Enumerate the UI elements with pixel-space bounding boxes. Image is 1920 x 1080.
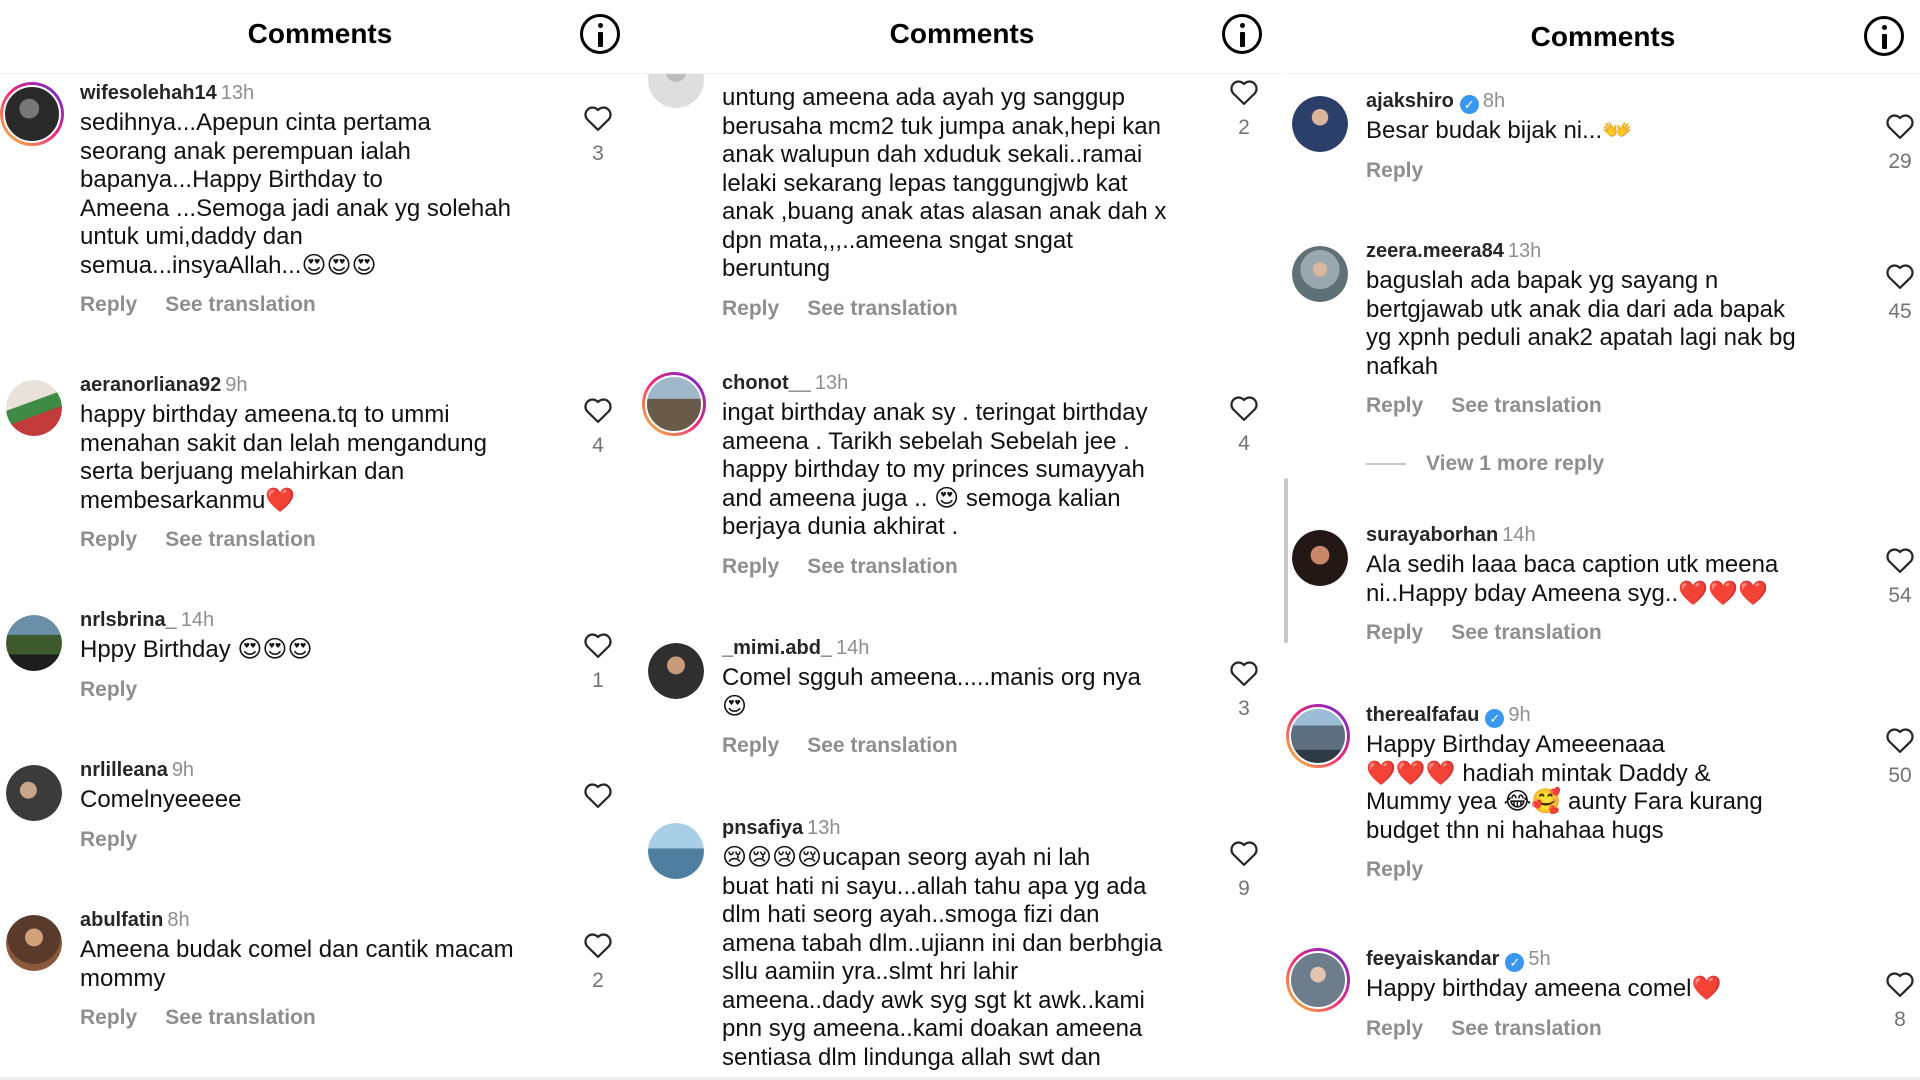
reply-button[interactable]: Reply [80, 528, 138, 551]
panel-title: Comments [1530, 21, 1676, 52]
comment-username[interactable]: nrlilleana [80, 759, 168, 781]
heart-icon[interactable] [1885, 970, 1915, 998]
like-count: 3 [1238, 697, 1250, 720]
comment-time: 8h [167, 909, 190, 931]
like-count: 45 [1888, 300, 1912, 323]
comment-time: 13h [1507, 240, 1542, 262]
comment-text: 😢😢😢😢ucapan seorg ayah ni lah buat hati ni sayu...allah tahu apa yg ada dlm hati seorg ayah..smoga fizi dan amena tabah dlm..ujiann ini dan berbhgia sllu aamiin yra..slmt hri lahir ameena..dady awk syg sgt kt awk..kami pnn syg ameena..kami doakan ameena sentiasa dlm lindunga allah swt dan [722, 844, 1163, 1071]
comment-time: 14h [180, 609, 215, 631]
avatar[interactable] [0, 82, 64, 146]
see-translation-button[interactable]: See translation [807, 296, 958, 320]
avatar[interactable] [6, 765, 62, 821]
see-translation-button[interactable]: See translation [1451, 621, 1602, 644]
reply-button[interactable]: Reply [1366, 394, 1424, 417]
like-count: 4 [592, 434, 604, 457]
comments-panel-1 [0, 0, 640, 1080]
heart-icon[interactable] [583, 631, 613, 659]
comments-panel-2 [642, 0, 1282, 1080]
heart-icon[interactable] [1885, 262, 1915, 290]
comment-username[interactable]: therealfafau [1366, 704, 1480, 726]
comment-time: 14h [836, 637, 870, 659]
avatar[interactable] [1292, 246, 1348, 302]
like-count: 9 [1238, 877, 1250, 900]
reply-button[interactable]: Reply [1366, 1016, 1424, 1040]
avatar[interactable] [642, 372, 706, 436]
comment-text: Besar budak bijak ni...👐 [1366, 117, 1633, 144]
comment-username[interactable]: wifesolehah14 [80, 82, 217, 104]
comment-text: Comelnyeeeee [80, 786, 242, 813]
comment-time: 14h [1502, 524, 1536, 546]
avatar[interactable] [6, 380, 62, 436]
verified-badge-icon: ✓ [1460, 95, 1479, 114]
panel-header [1286, 0, 1920, 74]
like-count: 29 [1888, 150, 1912, 173]
comment-time: 9h [225, 374, 248, 396]
comment-username[interactable]: zeera.meera84 [1366, 240, 1504, 262]
reply-button[interactable]: Reply [722, 554, 780, 578]
reply-button[interactable]: Reply [1366, 621, 1424, 644]
info-icon[interactable] [580, 14, 620, 54]
like-count: 3 [592, 142, 604, 165]
panel-title: Comments [889, 18, 1035, 49]
comment-username[interactable]: aeranorliana92 [80, 374, 222, 396]
comment-text: happy birthday ameena.tq to ummi menahan sakit dan lelah mengandung serta berjuang melahirkan dan membesarkanmu❤️ [80, 401, 487, 514]
heart-icon[interactable] [1885, 726, 1915, 754]
heart-icon[interactable] [1229, 394, 1259, 422]
see-translation-button[interactable]: See translation [165, 293, 316, 316]
heart-icon[interactable] [1229, 839, 1259, 867]
avatar[interactable] [1292, 96, 1348, 152]
see-translation-button[interactable]: See translation [1451, 1016, 1602, 1040]
see-translation-button[interactable]: See translation [165, 1006, 316, 1029]
comments-panel-3 [1286, 0, 1920, 1080]
see-translation-button[interactable]: See translation [807, 554, 958, 578]
like-count: 4 [1238, 432, 1250, 455]
avatar[interactable] [6, 615, 62, 671]
heart-icon[interactable] [583, 931, 613, 959]
see-translation-button[interactable]: See translation [165, 528, 316, 551]
avatar[interactable] [1292, 530, 1348, 586]
reply-button[interactable]: Reply [722, 734, 780, 757]
comment-text: Happy Birthday Ameeenaaa ❤️❤️❤️ hadiah mintak Daddy & Mummy yea 😂🥰 aunty Fara kurang budget thn ni hahahaa hugs [1366, 731, 1763, 844]
comment-time: 13h [814, 372, 849, 394]
reply-button[interactable]: Reply [80, 827, 138, 851]
comment-username[interactable]: surayaborhan [1366, 524, 1499, 546]
comment-text: sedihnya...Apepun cinta pertama seorang anak perempuan ialah bapanya...Happy Birthday to Ameena ...Semoga jadi anak yg solehah untuk umi,daddy dan semua...insyaAllah...😍😍😍 [80, 109, 511, 279]
reply-button[interactable]: Reply [1366, 858, 1424, 881]
comment-username[interactable]: feeyaiskandar [1366, 948, 1500, 970]
info-icon[interactable] [1222, 14, 1262, 54]
comment-time: 13h [807, 817, 841, 839]
heart-icon[interactable] [583, 781, 613, 809]
heart-icon[interactable] [583, 396, 613, 424]
comment-text: Happy birthday ameena comel❤️ [1366, 975, 1722, 1002]
view-more-replies-button[interactable]: View 1 more reply [1366, 452, 1604, 476]
comment-username[interactable]: pnsafiya [722, 817, 804, 839]
avatar[interactable] [1286, 704, 1350, 768]
like-count: 50 [1888, 764, 1912, 787]
comment-username[interactable]: chonot__ [722, 372, 811, 394]
comment-text: untung ameena ada ayah yg sanggup berusaha mcm2 tuk jumpa anak,hepi kan anak walupun dah xduduk sekali..ramai lelaki sekarang lepas tanggungjwb kat anak ,buang anak atas alasan anak dah x dpn mata,,,..ameena sngat sngat beruntung [722, 84, 1167, 282]
reply-button[interactable]: Reply [80, 677, 138, 701]
comment-time: 13h [220, 82, 255, 104]
heart-icon[interactable] [1885, 112, 1915, 140]
like-count: 2 [592, 969, 604, 992]
like-count: 54 [1888, 584, 1912, 607]
reply-button[interactable]: Reply [722, 296, 780, 320]
avatar[interactable] [6, 915, 62, 971]
avatar[interactable] [648, 823, 704, 879]
verified-badge-icon: ✓ [1505, 953, 1524, 972]
panel-header [0, 0, 640, 74]
comment-username[interactable]: abulfatin [80, 909, 164, 931]
comment-text: Hppy Birthday 😍😍😍 [80, 636, 313, 663]
see-translation-button[interactable]: See translation [1451, 394, 1602, 417]
comment-time: 8h [1482, 90, 1506, 112]
info-icon[interactable] [1864, 16, 1904, 56]
comment-text: baguslah ada bapak yg sayang n bertgjawab utk anak dia dari ada bapak yg xpnh peduli anak2 apatah lagi nak bg nafkah [1366, 267, 1796, 380]
avatar[interactable] [1286, 948, 1350, 1012]
comment-time: 5h [1528, 948, 1551, 970]
like-count: 2 [1238, 116, 1250, 139]
comment-time: 9h [171, 759, 195, 781]
reply-button[interactable]: Reply [80, 293, 138, 316]
panel-header [642, 0, 1282, 74]
verified-badge-icon: ✓ [1485, 709, 1504, 728]
see-translation-button[interactable]: See translation [807, 734, 958, 757]
panel-title: Comments [247, 18, 393, 49]
like-count: 8 [1894, 1008, 1906, 1031]
comment-time: 9h [1508, 704, 1531, 726]
comment-username[interactable]: ajakshiro [1366, 90, 1454, 112]
avatar[interactable] [648, 643, 704, 699]
comment-text: ingat birthday anak sy . teringat birthday ameena . Tarikh sebelah Sebelah jee . happy birthday to my princes sumayyah and ameena juga .. 😍 semoga kalian berjaya dunia akhirat . [722, 399, 1148, 540]
heart-icon[interactable] [1229, 78, 1259, 106]
scrollbar[interactable] [1284, 478, 1288, 643]
heart-icon[interactable] [1229, 659, 1259, 687]
comment-text: Ameena budak comel dan cantik macam mommy [80, 936, 514, 992]
comment-text: Comel sgguh ameena.....manis org nya 😍 [722, 664, 1141, 720]
comment-username[interactable]: _mimi.abd_ [722, 637, 833, 659]
heart-icon[interactable] [583, 104, 613, 132]
comment-text: Ala sedih laaa baca caption utk meena ni..Happy bday Ameena syg..❤️❤️❤️ [1366, 551, 1779, 607]
reply-button[interactable]: Reply [1366, 158, 1424, 182]
heart-icon[interactable] [1885, 546, 1915, 574]
like-count: 1 [592, 669, 604, 692]
comment-username[interactable]: nrlsbrina_ [80, 609, 177, 631]
reply-button[interactable]: Reply [80, 1006, 138, 1029]
